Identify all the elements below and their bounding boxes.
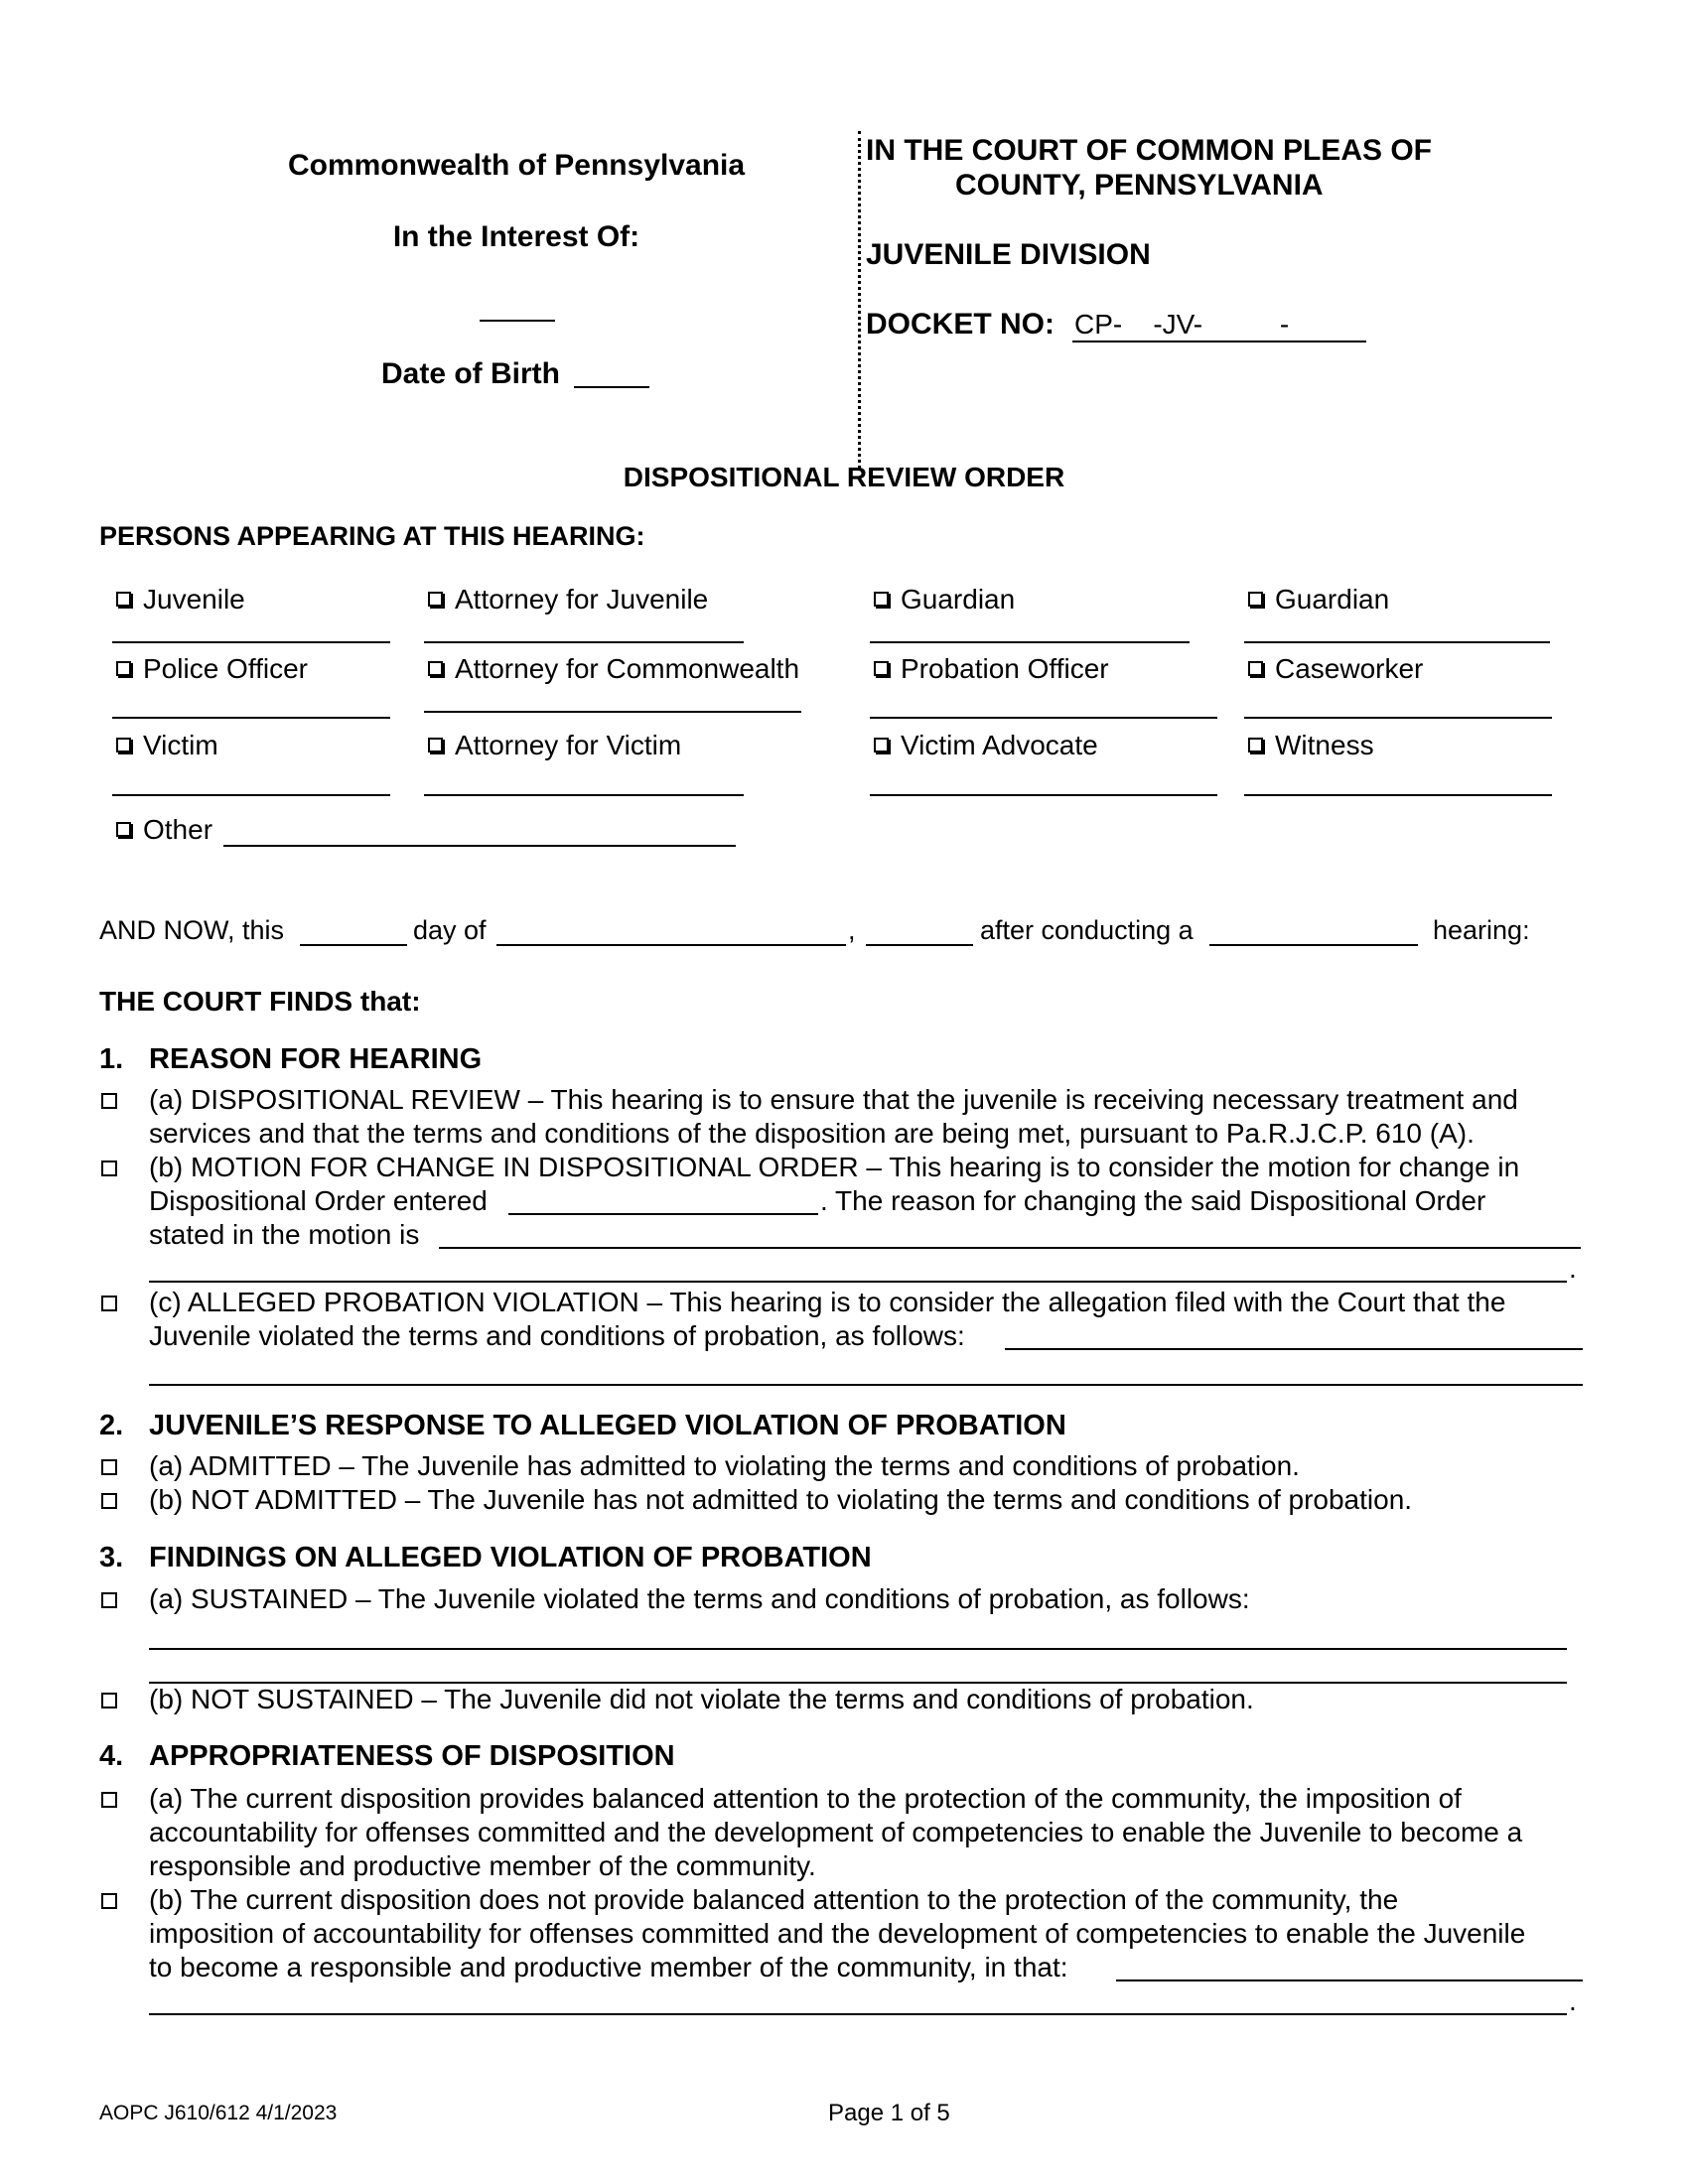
person-juvenile[interactable]: Juvenile (116, 584, 245, 615)
dob-blank[interactable] (574, 386, 649, 388)
checkbox-4a[interactable] (101, 1791, 117, 1809)
section-2a: (a) ADMITTED – The Juvenile has admitted to violating the terms and conditions of probation. (149, 1450, 1300, 1481)
section-3a: (a) SUSTAINED – The Juvenile violated the terms and conditions of probation, as follows: (149, 1583, 1250, 1614)
header-divider (858, 131, 861, 469)
checkbox-1b[interactable] (101, 1160, 117, 1177)
day-of-text: day of (413, 915, 487, 945)
checkbox-3a[interactable] (101, 1591, 117, 1609)
year-blank[interactable] (866, 944, 973, 946)
section-4b-line1: (b) The current disposition does not provide balanced attention to the protection of the community, the (149, 1884, 1399, 1915)
person-line[interactable] (424, 641, 744, 643)
motion-reason-blank-1[interactable] (439, 1247, 1581, 1249)
person-line[interactable] (112, 641, 390, 643)
person-line[interactable] (1244, 717, 1552, 719)
person-line[interactable] (870, 641, 1190, 643)
checkbox-icon[interactable] (428, 592, 443, 607)
section-1b-line3: stated in the motion is (149, 1219, 420, 1250)
checkbox-icon[interactable] (874, 661, 889, 676)
section-1a-line2: services and that the terms and conditions of the disposition are being met, pursuant to Pa.R.J.C.P. 610 (A). (149, 1118, 1475, 1149)
court-finds-heading: THE COURT FINDS that: (99, 986, 421, 1017)
hearing-text: hearing: (1433, 915, 1530, 945)
section-4a-line2: accountability for offenses committed and the development of competencies to enable the Juvenile to become a (149, 1817, 1523, 1847)
disposition-reason-blank-1[interactable] (1116, 1979, 1583, 1981)
sustained-blank-1[interactable] (149, 1648, 1567, 1650)
person-attorney-commonwealth[interactable]: Attorney for Commonwealth (428, 653, 799, 685)
after-conducting-text: after conducting a (980, 915, 1194, 945)
section-4-number: 4. (99, 1740, 124, 1772)
checkbox-icon[interactable] (1248, 592, 1263, 607)
and-now-text: AND NOW, this (99, 915, 285, 945)
checkbox-2b[interactable] (101, 1492, 117, 1510)
section-3b: (b) NOT SUSTAINED – The Juvenile did not violate the terms and conditions of probation. (149, 1684, 1254, 1714)
section-4a-line3: responsible and productive member of the community. (149, 1850, 816, 1881)
person-guardian-2[interactable]: Guardian (1248, 584, 1389, 615)
section-4a-line1: (a) The current disposition provides balanced attention to the protection of the community, the imposition of (149, 1783, 1462, 1814)
person-caseworker[interactable]: Caseworker (1248, 653, 1423, 685)
checkbox-icon[interactable] (874, 592, 889, 607)
dob-label: Date of Birth (381, 357, 560, 390)
checkbox-1c[interactable] (101, 1295, 117, 1312)
docket-underline[interactable] (1072, 341, 1366, 342)
juvenile-name-blank[interactable] (480, 320, 555, 322)
person-victim[interactable]: Victim (116, 730, 218, 761)
page-title: DISPOSITIONAL REVIEW ORDER (623, 462, 1065, 492)
section-1b-line2b: . The reason for changing the said Dispositional Order (820, 1185, 1486, 1216)
section-1a-line1: (a) DISPOSITIONAL REVIEW – This hearing is to ensure that the juvenile is receiving necessary treatment and (149, 1084, 1518, 1115)
section-1-number: 1. (99, 1043, 124, 1075)
checkbox-icon[interactable] (1248, 738, 1263, 752)
court-line-1: IN THE COURT OF COMMON PLEAS OF (866, 134, 1432, 167)
person-police-officer[interactable]: Police Officer (116, 653, 308, 685)
person-line[interactable] (870, 794, 1217, 796)
disposition-reason-blank-2[interactable] (149, 2013, 1567, 2015)
person-line[interactable] (870, 717, 1217, 719)
court-line-2: COUNTY, PENNSYLVANIA (955, 169, 1324, 202)
section-2-heading: JUVENILE’S RESPONSE TO ALLEGED VIOLATION OF PROBATION (149, 1410, 1066, 1441)
checkbox-4b[interactable] (101, 1892, 117, 1910)
section-1b-line2a: Dispositional Order entered (149, 1185, 488, 1216)
section-1c-line2: Juvenile violated the terms and conditions of probation, as follows: (149, 1320, 965, 1351)
other-line[interactable] (223, 845, 736, 847)
division-label: JUVENILE DIVISION (866, 238, 1151, 271)
checkbox-icon[interactable] (874, 738, 889, 752)
checkbox-icon[interactable] (116, 661, 131, 676)
section-3-heading: FINDINGS ON ALLEGED VIOLATION OF PROBATION (149, 1542, 872, 1573)
order-date-blank[interactable] (508, 1213, 818, 1215)
checkbox-1a[interactable] (101, 1092, 117, 1110)
section-4-heading: APPROPRIATENESS OF DISPOSITION (149, 1740, 675, 1772)
person-line[interactable] (112, 717, 390, 719)
violation-blank-1[interactable] (1005, 1348, 1583, 1350)
person-witness[interactable]: Witness (1248, 730, 1374, 761)
checkbox-icon[interactable] (1248, 661, 1263, 676)
checkbox-icon[interactable] (116, 822, 131, 837)
checkbox-icon[interactable] (428, 738, 443, 752)
section-2-number: 2. (99, 1410, 124, 1441)
person-victim-advocate[interactable]: Victim Advocate (874, 730, 1098, 761)
day-blank[interactable] (300, 944, 407, 946)
comma-text: , (848, 915, 856, 945)
hearing-type-blank[interactable] (1209, 944, 1418, 946)
motion-reason-blank-2[interactable] (149, 1281, 1567, 1283)
checkbox-icon[interactable] (116, 592, 131, 607)
checkbox-icon[interactable] (428, 661, 443, 676)
section-4b-line2: imposition of accountability for offenses committed and the development of competencies to enable the Juvenile (149, 1918, 1526, 1949)
person-line[interactable] (1244, 641, 1550, 643)
section-4b-period: . (1569, 1985, 1577, 2016)
person-probation-officer[interactable]: Probation Officer (874, 653, 1109, 685)
person-attorney-victim[interactable]: Attorney for Victim (428, 730, 681, 761)
person-line[interactable] (424, 794, 744, 796)
section-1c-line1: (c) ALLEGED PROBATION VIOLATION – This hearing is to consider the allegation filed with the Court that the (149, 1287, 1506, 1317)
page-number: Page 1 of 5 (828, 2100, 950, 2126)
section-4b-line3: to become a responsible and productive member of the community, in that: (149, 1952, 1068, 1982)
violation-blank-2[interactable] (149, 1384, 1583, 1386)
docket-label: DOCKET NO: (866, 308, 1055, 341)
checkbox-3b[interactable] (101, 1692, 117, 1709)
person-guardian-1[interactable]: Guardian (874, 584, 1015, 615)
docket-number: CP- -JV- - (1074, 309, 1329, 340)
person-line[interactable] (1244, 794, 1552, 796)
form-id: AOPC J610/612 4/1/2023 (99, 2102, 338, 2124)
section-1b-period: . (1569, 1253, 1577, 1284)
interest-of-label: In the Interest Of: (392, 220, 640, 253)
section-1-heading: REASON FOR HEARING (149, 1043, 483, 1075)
person-attorney-juvenile[interactable]: Attorney for Juvenile (428, 584, 708, 615)
person-line[interactable] (112, 794, 390, 796)
checkbox-2a[interactable] (101, 1458, 117, 1476)
persons-heading: PERSONS APPEARING AT THIS HEARING: (99, 521, 645, 551)
commonwealth-label: Commonwealth of Pennsylvania (287, 149, 746, 182)
section-3-number: 3. (99, 1542, 124, 1573)
section-1b-line1: (b) MOTION FOR CHANGE IN DISPOSITIONAL ORDER – This hearing is to consider the motion for change in (149, 1152, 1520, 1182)
checkbox-icon[interactable] (116, 738, 131, 752)
month-blank[interactable] (496, 944, 846, 946)
person-other[interactable]: Other (116, 814, 212, 846)
person-line[interactable] (424, 711, 801, 713)
section-2b: (b) NOT ADMITTED – The Juvenile has not admitted to violating the terms and conditions of probation. (149, 1484, 1413, 1515)
